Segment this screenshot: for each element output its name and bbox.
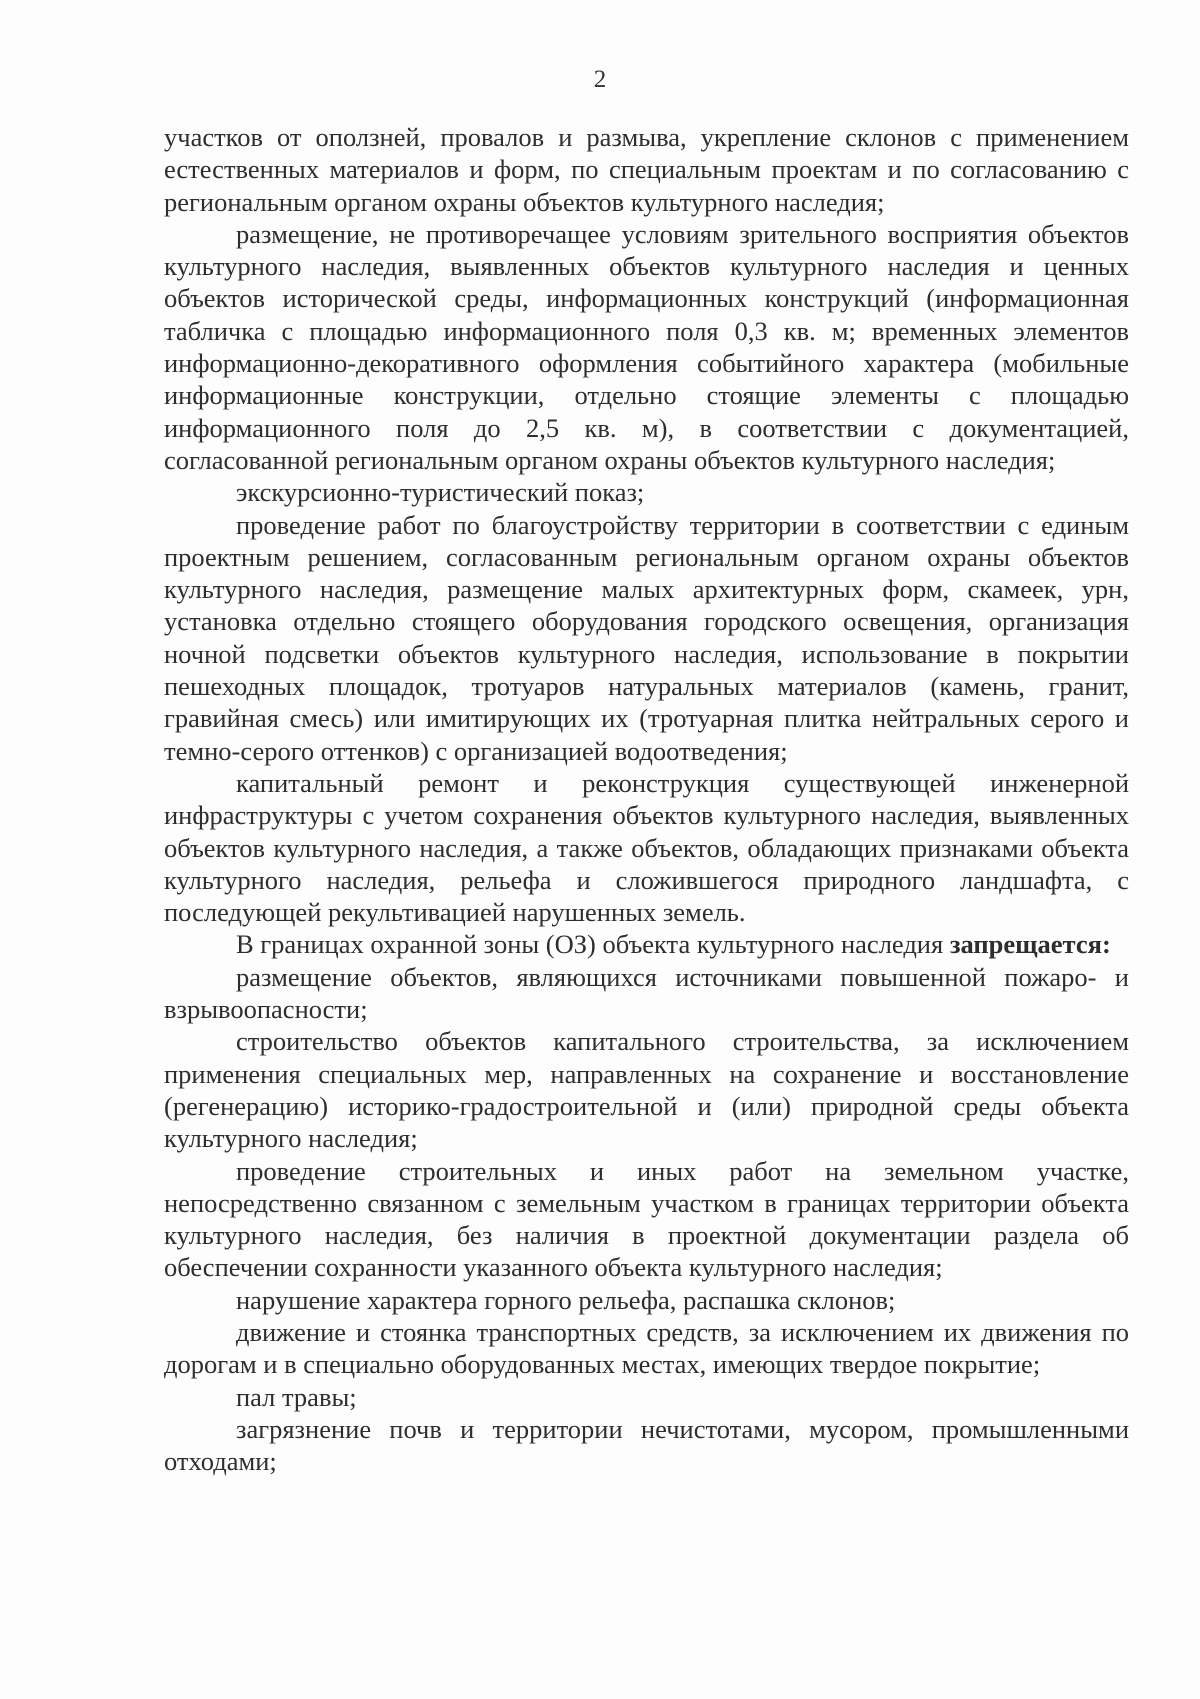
paragraph: проведение строительных и иных работ на земельном участке, непосредственно связанном с земельным участком в границах территории объекта культурного наследия, без наличия в проектной документации раздела об обеспечении сохранности указанного объекта культурного наследия; [164, 1155, 1129, 1283]
paragraph: проведение работ по благоустройству территории в соответствии с единым проектным решением, согласованным региональным органом охраны объектов культурного наследия, размещение малых архитектурных форм, скамеек, урн, установка отдельно стоящего оборудования городского освещения, организация ночной подсветки объектов культурного наследия, использование в покрытии пешеходных площадок, тротуаров натуральных материалов (камень, гранит, гравийная смесь) или имитирующих их (тротуарная плитка нейтральных серого и темно-серого оттенков) с организацией водоотведения; [164, 509, 1129, 766]
paragraph: капитальный ремонт и реконструкция существующей инженерной инфраструктуры с учетом сохранения объектов культурного наследия, выявленных объектов культурного наследия, а также объектов, обладающих признаками объекта культурного наследия, рельефа и сложившегося природного ландшафта, с последующей рекультивацией нарушенных земель. [164, 767, 1129, 928]
prohibition-intro-text: В границах охранной зоны (ОЗ) объекта культурного наследия [236, 929, 944, 960]
paragraph: нарушение характера горного рельефа, распашка склонов; [236, 1284, 896, 1315]
paragraph-prohibition-intro [164, 928, 1129, 960]
paragraph: строительство объектов капитального строительства, за исключением применения специальных мер, направленных на сохранение и восстановление (регенерацию) историко-градостроительной и (или) природной среды объекта культурного наследия; [164, 1026, 1129, 1154]
paragraph: участков от оползней, провалов и размыва, укрепление склонов с применением естественных материалов и форм, по специальным проектам и по согласованию с региональным органом охраны объектов культурного наследия; [164, 122, 1129, 217]
prohibition-keyword: запрещается: [949, 929, 1111, 960]
paragraph: размещение объектов, являющихся источниками повышенной пожаро- и взрывоопасности; [164, 961, 1129, 1025]
document-body [164, 121, 1129, 1477]
page-number: 2 [593, 66, 607, 93]
paragraph: пал травы; [236, 1381, 357, 1412]
paragraph: движение и стоянка транспортных средств, за исключением их движения по дорогам и в специально оборудованных местах, имеющих твердое покрытие; [164, 1316, 1129, 1380]
paragraph: загрязнение почв и территории нечистотами, мусором, промышленными отходами; [164, 1413, 1129, 1477]
paragraph: экскурсионно-туристический показ; [236, 477, 645, 508]
paragraph: размещение, не противоречащее условиям зрительного восприятия объектов культурного наследия, выявленных объектов культурного наследия и ценных объектов исторической среды, информационных конструкций (информационная табличка с площадью информационного поля 0,3 кв. м; временных элементов информационно-декоративного оформления событийного характера (мобильные информационные конструкции, отдельно стоящие элементы с площадью информационного поля до 2,5 кв. м), в соответствии с документацией, согласованной региональным органом охраны объектов культурного наследия; [164, 218, 1129, 475]
